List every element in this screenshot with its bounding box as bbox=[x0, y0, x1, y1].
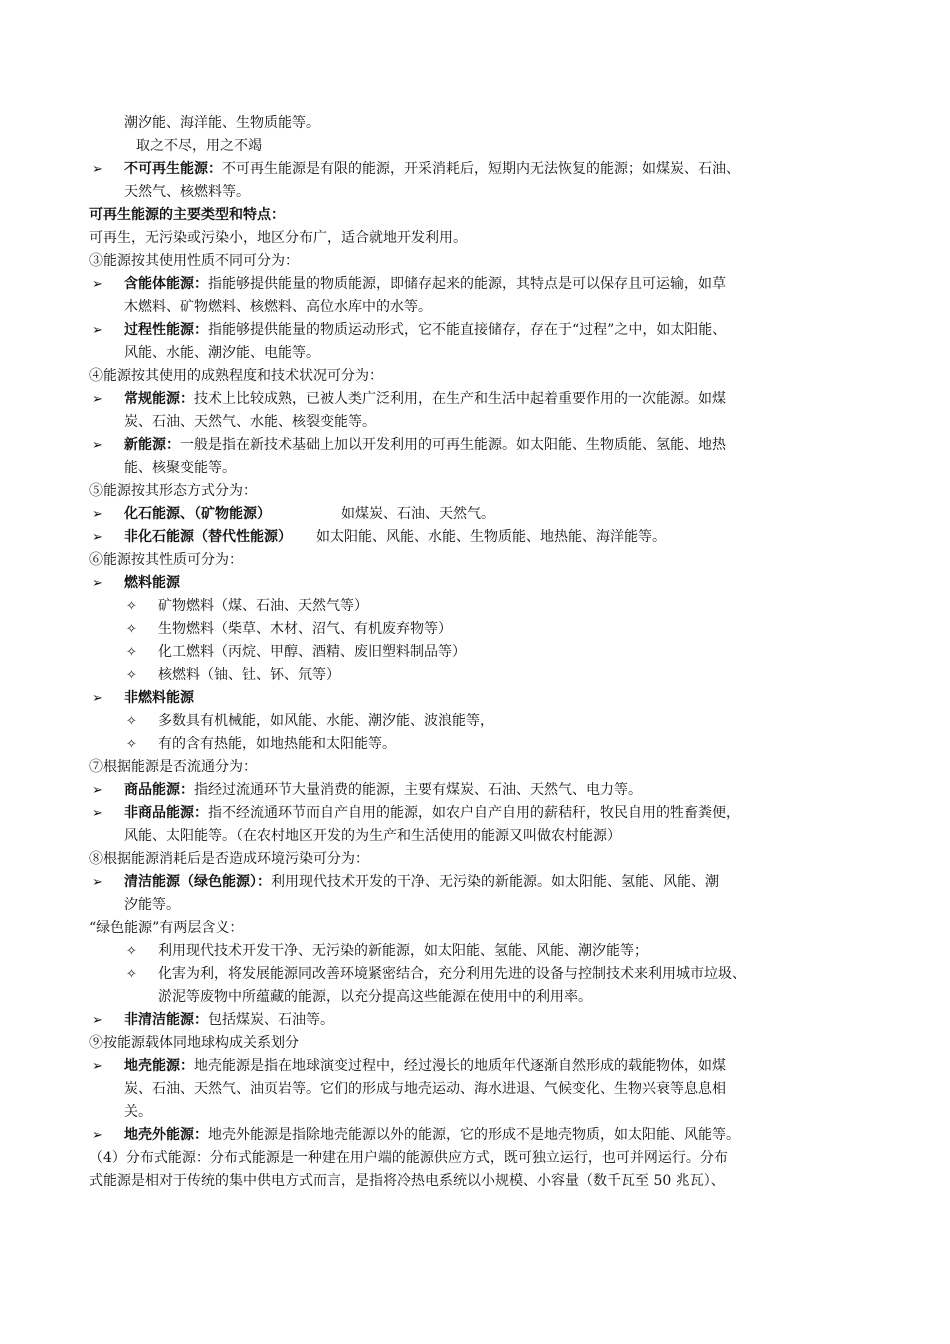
body-text: “绿色能源”有两层含义： bbox=[89, 920, 244, 936]
body-text: 如太阳能、风能、水能、生物质能、地热能、海洋能等。 bbox=[316, 529, 666, 545]
text-line bbox=[0, 549, 950, 572]
body-text: 淤泥等废物中所蕴藏的能源，以充分提高这些能源在使用中的利用率。 bbox=[158, 989, 592, 1005]
bold-term: 不可再生能源： bbox=[124, 161, 222, 177]
bold-term: 清洁能源（绿色能源）： bbox=[124, 874, 271, 890]
bold-heading: 可再生能源的主要类型和特点： bbox=[89, 207, 285, 223]
bold-term: 过程性能源： bbox=[124, 322, 208, 338]
text-line bbox=[0, 940, 950, 963]
bullet-text bbox=[89, 434, 726, 457]
bullet-text bbox=[89, 871, 719, 894]
bullet-text bbox=[89, 1124, 740, 1147]
text-line bbox=[0, 710, 950, 733]
body-text: 地壳能源是指在地球演变过程中，经过漫长的地质年代逐渐自然形成的载能物体，如煤 bbox=[194, 1058, 726, 1074]
body-text: 利用现代技术开发的干净、无污染的新能源。如太阳能、氢能、风能、潮 bbox=[271, 874, 719, 890]
bold-term: 含能体能源： bbox=[124, 276, 208, 292]
diamond-bullet-icon: ✧ bbox=[126, 668, 137, 683]
sub-bullet-text: 化害为利，将发展能源同改善环境紧密结合，充分利用先进的设备与控制技术来利用城市垃圾、 bbox=[158, 966, 746, 982]
bold-term: 商品能源： bbox=[124, 782, 194, 798]
body-text: 关。 bbox=[124, 1104, 152, 1120]
bold-term: 非燃料能源 bbox=[124, 690, 194, 706]
body-text: 指经过流通环节大量消费的能源，主要有煤炭、石油、天然气、电力等。 bbox=[194, 782, 642, 798]
diamond-bullet-icon: ✧ bbox=[126, 967, 137, 982]
body-text: 取之不尽，用之不竭 bbox=[136, 138, 262, 154]
body-text: ③能源按其使用性质不同可分为： bbox=[89, 253, 299, 269]
arrow-bullet-icon: ➢ bbox=[92, 1059, 103, 1074]
bullet-text bbox=[89, 779, 642, 802]
text-line bbox=[0, 1101, 950, 1124]
bullet-text bbox=[89, 319, 726, 342]
arrow-bullet-icon: ➢ bbox=[92, 277, 103, 292]
text-line bbox=[0, 825, 950, 848]
body-text: 天然气、核燃料等。 bbox=[124, 184, 250, 200]
bold-term: 常规能源： bbox=[124, 391, 194, 407]
text-line bbox=[0, 1032, 950, 1055]
body-text: 指能够提供能量的物质运动形式，它不能直接储存，存在于“过程”之中，如太阳能、 bbox=[208, 322, 727, 338]
sub-bullet-text: 化工燃料（丙烷、甲醇、酒精、废旧塑料制品等） bbox=[158, 644, 466, 660]
bold-term: 化石能源、（矿物能源） bbox=[124, 506, 271, 522]
text-line bbox=[0, 365, 950, 388]
document-page bbox=[0, 112, 950, 1193]
arrow-bullet-icon: ➢ bbox=[92, 806, 103, 821]
bold-term: 非商品能源： bbox=[124, 805, 208, 821]
diamond-bullet-icon: ✧ bbox=[126, 599, 137, 614]
text-line bbox=[0, 273, 950, 296]
text-line bbox=[0, 894, 950, 917]
sub-bullet-text: 多数具有机械能，如风能、水能、潮汐能、波浪能等， bbox=[158, 713, 494, 729]
body-text: 风能、水能、潮汐能、电能等。 bbox=[124, 345, 320, 361]
bullet-text bbox=[89, 526, 666, 549]
body-text: 风能、太阳能等。（在农村地区开发的为生产和生活使用的能源又叫做农村能源） bbox=[124, 828, 621, 844]
bold-term: 新能源： bbox=[124, 437, 180, 453]
text-line bbox=[0, 434, 950, 457]
bullet-text bbox=[89, 503, 495, 526]
body-text: 式能源是相对于传统的集中供电方式而言，是指将冷热电系统以小规模、小容量（数千瓦至 50 兆瓦）、 bbox=[89, 1173, 725, 1189]
text-line bbox=[0, 641, 950, 664]
text-line bbox=[0, 687, 950, 710]
bullet-text bbox=[89, 388, 726, 411]
body-text: 指不经流通环节而自产自用的能源，如农户自产自用的薪秸秆，牧民自用的牲畜粪便， bbox=[208, 805, 740, 821]
bullet-text bbox=[89, 1009, 334, 1032]
text-line bbox=[0, 572, 950, 595]
body-text: ⑦根据能源是否流通分为： bbox=[89, 759, 257, 775]
body-text: ⑥能源按其性质可分为： bbox=[89, 552, 243, 568]
text-line bbox=[0, 1055, 950, 1078]
sub-bullet-text: 有的含有热能，如地热能和太阳能等。 bbox=[158, 736, 396, 752]
sub-bullet-text: 利用现代技术开发干净、无污染的新能源，如太阳能、氢能、风能、潮汐能等； bbox=[158, 943, 648, 959]
bullet-text bbox=[89, 1055, 726, 1078]
text-line bbox=[0, 296, 950, 319]
body-text: ④能源按其使用的成熟程度和技术状况可分为： bbox=[89, 368, 383, 384]
bold-term: 燃料能源 bbox=[124, 575, 180, 591]
body-text: 一般是指在新技术基础上加以开发利用的可再生能源。如太阳能、生物质能、氢能、地热 bbox=[180, 437, 726, 453]
body-text: 如煤炭、石油、天然气。 bbox=[341, 506, 495, 522]
text-line bbox=[0, 388, 950, 411]
body-text: 技术上比较成熟，已被人类广泛利用，在生产和生活中起着重要作用的一次能源。如煤 bbox=[194, 391, 726, 407]
sub-bullet-text: 生物燃料（柴草、木材、沼气、有机废弃物等） bbox=[158, 621, 452, 637]
text-line bbox=[0, 227, 950, 250]
body-text: 不可再生能源是有限的能源，开采消耗后，短期内无法恢复的能源；如煤炭、石油、 bbox=[222, 161, 740, 177]
text-line bbox=[0, 1078, 950, 1101]
body-text: 潮汐能、海洋能、生物质能等。 bbox=[124, 115, 320, 131]
text-line bbox=[0, 158, 950, 181]
sub-bullet-text: 核燃料（铀、钍、钚、氘等） bbox=[158, 667, 340, 683]
arrow-bullet-icon: ➢ bbox=[92, 438, 103, 453]
bullet-text bbox=[89, 158, 740, 181]
text-line bbox=[0, 1009, 950, 1032]
body-text: 地壳外能源是指除地壳能源以外的能源，它的形成不是地壳物质，如太阳能、风能等。 bbox=[208, 1127, 740, 1143]
bold-term: 地壳能源： bbox=[124, 1058, 194, 1074]
body-text: 炭、石油、天然气、水能、核裂变能等。 bbox=[124, 414, 376, 430]
text-line bbox=[0, 756, 950, 779]
text-line bbox=[0, 779, 950, 802]
body-text: 木燃料、矿物燃料、核燃料、高位水库中的水等。 bbox=[124, 299, 432, 315]
body-text: 可再生，无污染或污染小，地区分布广，适合就地开发利用。 bbox=[89, 230, 467, 246]
text-line bbox=[0, 848, 950, 871]
arrow-bullet-icon: ➢ bbox=[92, 392, 103, 407]
bullet-text bbox=[89, 802, 740, 825]
bullet-text bbox=[89, 273, 726, 296]
text-line bbox=[0, 480, 950, 503]
diamond-bullet-icon: ✧ bbox=[126, 622, 137, 637]
body-text: 汐能等。 bbox=[124, 897, 180, 913]
text-line bbox=[0, 963, 950, 986]
text-line bbox=[0, 503, 950, 526]
text-line bbox=[0, 342, 950, 365]
bold-term: 地壳外能源： bbox=[124, 1127, 208, 1143]
diamond-bullet-icon: ✧ bbox=[126, 714, 137, 729]
body-text: ⑤能源按其形态方式分为： bbox=[89, 483, 257, 499]
text-line bbox=[0, 526, 950, 549]
text-line bbox=[0, 986, 950, 1009]
text-line bbox=[0, 112, 950, 135]
arrow-bullet-icon: ➢ bbox=[92, 507, 103, 522]
text-line bbox=[0, 871, 950, 894]
text-line bbox=[0, 181, 950, 204]
text-line bbox=[0, 802, 950, 825]
body-text: 指能够提供能量的物质能源，即储存起来的能源，其特点是可以保存且可运输，如草 bbox=[208, 276, 726, 292]
diamond-bullet-icon: ✧ bbox=[126, 645, 137, 660]
body-text: （4）分布式能源：分布式能源是一种建在用户端的能源供应方式，既可独立运行，也可并网运行。分布 bbox=[89, 1150, 728, 1166]
text-line bbox=[0, 664, 950, 687]
text-line bbox=[0, 411, 950, 434]
diamond-bullet-icon: ✧ bbox=[126, 737, 137, 752]
body-text: 炭、石油、天然气、油页岩等。它们的形成与地壳运动、海水进退、气候变化、生物兴衰等息息相 bbox=[124, 1081, 726, 1097]
arrow-bullet-icon: ➢ bbox=[92, 875, 103, 890]
text-line bbox=[0, 618, 950, 641]
text-line bbox=[0, 457, 950, 480]
arrow-bullet-icon: ➢ bbox=[92, 162, 103, 177]
body-text: 能、核聚变能等。 bbox=[124, 460, 236, 476]
text-line bbox=[0, 135, 950, 158]
text-line bbox=[0, 595, 950, 618]
text-line bbox=[0, 250, 950, 273]
body-text: ⑧根据能源消耗后是否造成环境污染可分为： bbox=[89, 851, 369, 867]
arrow-bullet-icon: ➢ bbox=[92, 323, 103, 338]
arrow-bullet-icon: ➢ bbox=[92, 1128, 103, 1143]
arrow-bullet-icon: ➢ bbox=[92, 691, 103, 706]
body-text: ⑨按能源载体同地球构成关系划分 bbox=[89, 1035, 299, 1051]
sub-bullet-text: 矿物燃料（煤、石油、天然气等） bbox=[158, 598, 368, 614]
text-line bbox=[0, 319, 950, 342]
text-line bbox=[0, 917, 950, 940]
bold-term: 非化石能源（替代性能源） bbox=[124, 529, 292, 545]
body-text: 包括煤炭、石油等。 bbox=[208, 1012, 334, 1028]
text-line bbox=[0, 733, 950, 756]
diamond-bullet-icon: ✧ bbox=[126, 944, 137, 959]
arrow-bullet-icon: ➢ bbox=[92, 783, 103, 798]
arrow-bullet-icon: ➢ bbox=[92, 530, 103, 545]
text-line bbox=[0, 1170, 950, 1193]
text-line bbox=[0, 1147, 950, 1170]
bold-term: 非清洁能源： bbox=[124, 1012, 208, 1028]
arrow-bullet-icon: ➢ bbox=[92, 1013, 103, 1028]
text-line bbox=[0, 1124, 950, 1147]
text-line bbox=[0, 204, 950, 227]
arrow-bullet-icon: ➢ bbox=[92, 576, 103, 591]
